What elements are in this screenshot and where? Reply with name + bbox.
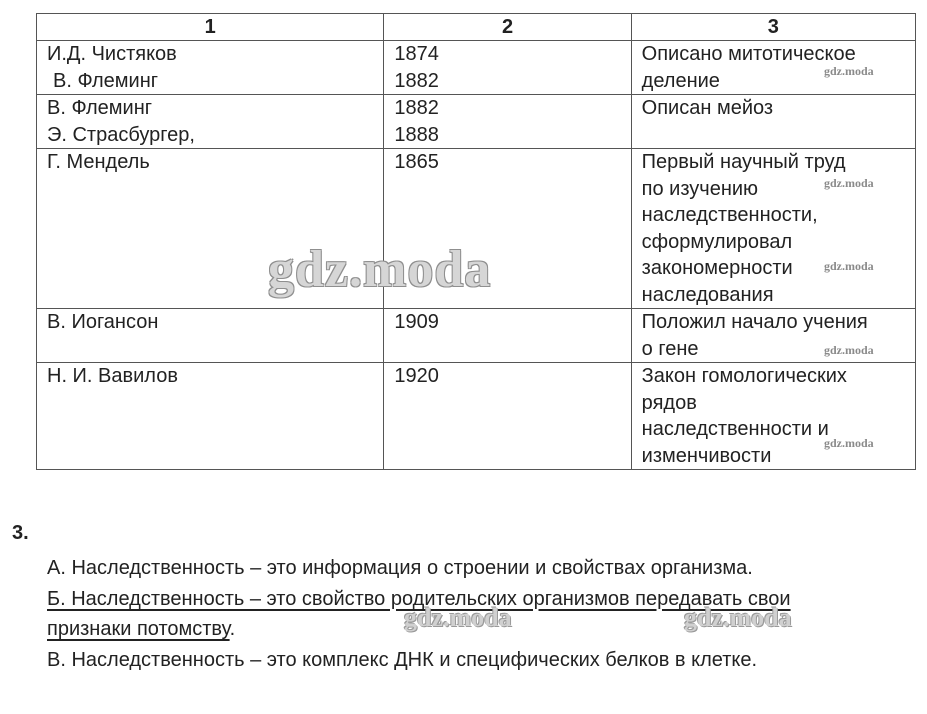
years-cell xyxy=(384,41,631,95)
contribution-line: Описано митотическое xyxy=(641,43,856,65)
scientists-cell xyxy=(37,309,384,363)
contribution-line: Первый научный труд xyxy=(641,151,846,173)
contribution-line: Описан мейоз xyxy=(641,97,774,119)
year-value: 1882 xyxy=(394,97,439,119)
scientist-name: Н. И. Вавилов xyxy=(47,365,178,387)
table-row xyxy=(37,149,916,309)
scientist-name: Г. Мендель xyxy=(47,151,150,173)
scientist-name: В. Флеминг xyxy=(53,69,159,92)
watermark: gdz.moda xyxy=(404,603,512,632)
table-row xyxy=(37,41,916,95)
scientists-cell xyxy=(37,363,384,470)
watermark: gdz.moda xyxy=(684,603,792,632)
watermark: gdz.moda xyxy=(824,343,874,357)
table-row xyxy=(37,309,916,363)
scientist-name: И.Д. Чистяков xyxy=(47,43,177,65)
scientists-cell xyxy=(37,41,384,95)
header-col-1: 1 xyxy=(37,14,384,41)
years-cell xyxy=(384,363,631,470)
scientist-name: В. Иогансон xyxy=(47,311,159,333)
table-row xyxy=(37,363,916,470)
statement-b-period: . xyxy=(229,618,236,640)
scientists-cell xyxy=(37,149,384,309)
contribution-line: наследования xyxy=(641,283,774,306)
watermark: gdz.moda xyxy=(824,176,874,190)
year-value: 1920 xyxy=(394,365,439,387)
contribution-line: о гене xyxy=(641,337,699,360)
year-value: 1888 xyxy=(394,123,439,146)
contribution-cell xyxy=(631,95,915,149)
year-value: 1865 xyxy=(394,151,439,173)
contribution-line: Положил начало учения xyxy=(641,311,868,333)
contribution-line: рядов xyxy=(641,391,697,414)
scientists-cell xyxy=(37,95,384,149)
watermark: gdz.moda xyxy=(824,259,874,273)
scientist-name: Э. Страсбургер, xyxy=(47,123,195,146)
years-cell xyxy=(384,309,631,363)
table-header-row xyxy=(37,14,916,41)
statement-b-line-1: Б. Наследственность – это свойство родительских организмов передавать свои xyxy=(47,587,791,610)
contribution-line: по изучению xyxy=(641,177,759,200)
contribution-cell xyxy=(631,41,915,95)
contribution-cell xyxy=(631,149,915,309)
scientist-name: В. Флеминг xyxy=(47,97,153,119)
table-row xyxy=(37,95,916,149)
contribution-line: наследственности, xyxy=(641,204,818,226)
statement-b-underlined: признаки потомству xyxy=(47,618,230,640)
statement-c: В. Наследственность – это комплекс ДНК и специфических белков в клетке. xyxy=(47,648,758,671)
contribution-line: наследственности и xyxy=(641,418,829,440)
header-col-2: 2 xyxy=(384,14,631,41)
task-number: 3. xyxy=(12,522,29,544)
contribution-line: изменчивости xyxy=(641,444,772,467)
years-cell xyxy=(384,95,631,149)
contribution-line: сформулировал xyxy=(641,230,793,253)
header-col-3: 3 xyxy=(631,14,915,41)
years-cell xyxy=(384,149,631,309)
statements-block xyxy=(47,553,791,675)
discoveries-table xyxy=(36,13,916,470)
contribution-line: Закон гомологических xyxy=(641,365,847,387)
watermark: gdz.moda xyxy=(824,64,874,78)
contribution-cell xyxy=(631,309,915,363)
year-value: 1874 xyxy=(394,43,439,65)
watermark: gdz.moda xyxy=(268,241,492,298)
year-value: 1909 xyxy=(394,311,439,333)
year-value: 1882 xyxy=(394,69,439,92)
watermark: gdz.moda xyxy=(824,436,874,450)
statement-b-line-2 xyxy=(47,614,791,645)
contribution-cell xyxy=(631,363,915,470)
contribution-line: закономерности xyxy=(641,257,793,279)
contribution-line: деление xyxy=(641,69,720,92)
statement-a: А. Наследственность – это информация о строении и свойствах организма. xyxy=(47,557,753,579)
